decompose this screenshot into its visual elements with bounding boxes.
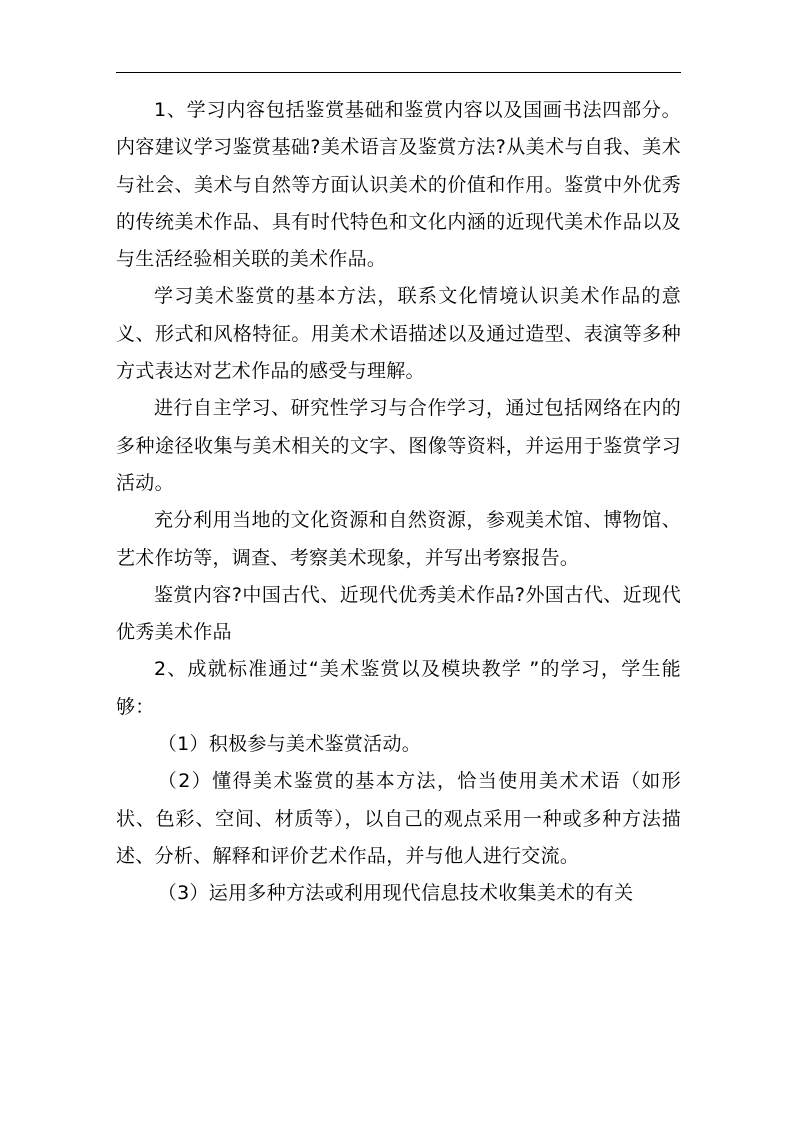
- paragraph-appreciation-content: 鉴赏内容?中国古代、近现代优秀美术作品?外国古代、近现代优秀美术作品: [116, 583, 681, 644]
- paragraph-local-resources: 充分利用当地的文化资源和自然资源，参观美术馆、博物馆、艺术作坊等，调查、考察美术现象，并写出考察报告。: [116, 509, 681, 569]
- list-item-1: （1）积极参与美术鉴赏活动。: [157, 733, 422, 756]
- paragraph-appreciation-methods: 学习美术鉴赏的基本方法，联系文化情境认识美术作品的意义、形式和风格特征。用美术术语描述以及通过造型、表演等多种方式表达对艺术作品的感受与理解。: [116, 285, 681, 383]
- paragraph-achievement-standards: 2、成就标准通过“美术鉴赏以及模块教学 ”的学习，学生能够：: [116, 658, 681, 718]
- paragraph-learning-content: 1、学习内容包括鉴赏基础和鉴赏内容以及国画书法四部分。内容建议学习鉴赏基础?美术语言及鉴赏方法?从美术与自我、美术与社会、美术与自然等方面认识美术的价值和作用。鉴赏中外优秀的传统美术作品、具有时代特色和文化内涵的近现代美术作品以及与生活经验相关联的美术作品。: [116, 99, 681, 271]
- header-rule: [116, 72, 681, 73]
- list-item-2: （2）懂得美术鉴赏的基本方法，恰当使用美术术语（如形状、色彩、空间、材质等），以自己的观点采用一种或多种方法描述、分析、解释和评价艺术作品，并与他人进行交流。: [116, 770, 681, 867]
- list-item-3: （3）运用多种方法或利用现代信息技术收集美术的有关: [157, 882, 634, 905]
- document-body: [116, 92, 681, 913]
- paragraph-self-directed-learning: 进行自主学习、研究性学习与合作学习，通过包括网络在内的多种途径收集与美术相关的文字、图像等资料，并运用于鉴赏学习活动。: [116, 397, 681, 494]
